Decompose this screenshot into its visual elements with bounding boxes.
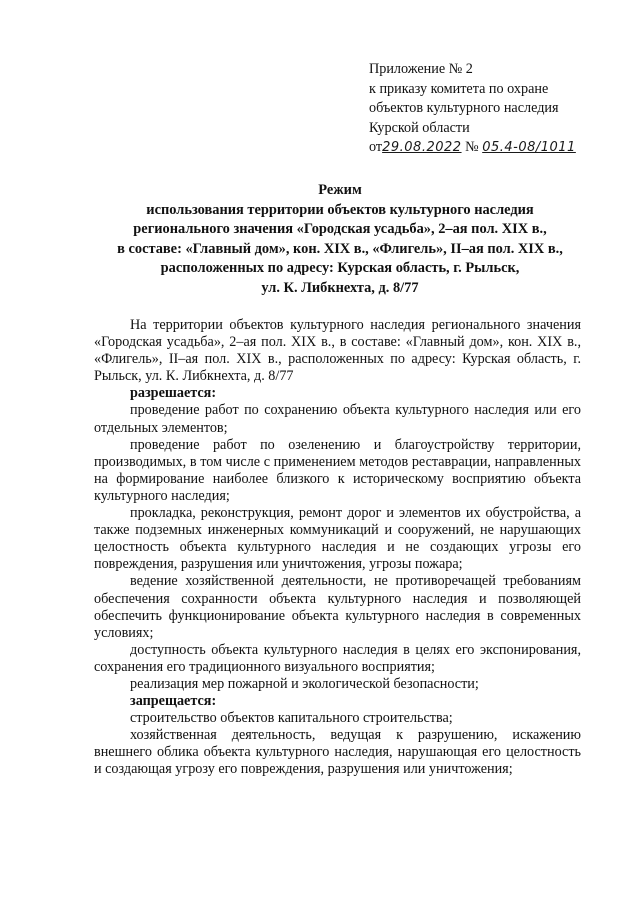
handwritten-date: 29.08.2022	[382, 140, 462, 156]
title-line: регионального значения «Городская усадьба», 2–ая пол. XIX в.,	[133, 221, 547, 237]
title-line: ул. К. Либкнехта, д. 8/77	[261, 279, 419, 296]
allowed-item: ведение хозяйственной деятельности, не противоречащей требованиям обеспечения сохранности объекта культурного наследия и позволяющей обеспечить функционирование объекта культурного наследия в современных условиях;	[94, 573, 581, 641]
appendix-header	[369, 60, 619, 158]
allowed-heading: разрешается:	[130, 385, 217, 402]
allowed-item: проведение работ по озеленению и благоустройству территории, производимых, в том числе с применением методов реставрации, направленных на формирование наиболее близкого к историческому восприятию объекта культурного наследия;	[94, 436, 581, 504]
appendix-order-ref: к приказу комитета по охране	[369, 80, 549, 97]
appendix-committee: объектов культурного наследия	[369, 100, 559, 117]
handwritten-number: 05.4-08/1011	[482, 140, 576, 156]
forbidden-heading: запрещается:	[130, 693, 217, 710]
document-title	[60, 181, 620, 298]
appendix-region: Курской области	[369, 119, 470, 136]
allowed-item: прокладка, реконструкция, ремонт дорог и элементов их обустройства, а также подземных инженерных коммуникаций и сооружений, не нарушающих целостность объекта культурного наследия и не создающих угрозы его повреждения, разрушения или уничтожения, угрозы пожара;	[94, 505, 581, 573]
title-line: в составе: «Главный дом», кон. XIX в., «Флигель», II–ая пол. XIX в.,	[117, 240, 563, 257]
forbidden-item: строительство объектов капитального строительства;	[130, 710, 453, 727]
forbidden-item: хозяйственная деятельность, ведущая к разрушению, искажению внешнего облика объекта культурного наследия, нарушающая его целостность и создающая угрозу его повреждения, разрушения или уничтожения;	[94, 727, 581, 778]
date-prefix: от	[369, 139, 383, 156]
title-line: Режим	[318, 182, 362, 198]
appendix-number: Приложение № 2	[369, 61, 473, 77]
title-line: расположенных по адресу: Курская область, г. Рыльск,	[160, 260, 520, 276]
title-line: использования территории объектов культурного наследия	[146, 201, 534, 218]
intro-paragraph: На территории объектов культурного наследия регионального значения «Городская усадьба», 2–ая пол. XIX в., в составе: «Главный дом», кон. XIX в., «Флигель», II–ая пол. XIX в., расположенных по адресу: Курская область, г. Рыльск, ул. К. Либкнехта, д. 8/77	[94, 317, 581, 385]
number-prefix: №	[465, 139, 479, 156]
allowed-item: проведение работ по сохранению объекта культурного наследия или его отдельных элементов;	[94, 402, 581, 436]
document-body	[94, 317, 581, 779]
allowed-item: доступность объекта культурного наследия в целях его экспонирования, сохранения его традиционного визуального восприятия;	[94, 641, 581, 675]
allowed-item: реализация мер пожарной и экологической безопасности;	[130, 675, 479, 692]
appendix-date-line	[369, 138, 619, 158]
